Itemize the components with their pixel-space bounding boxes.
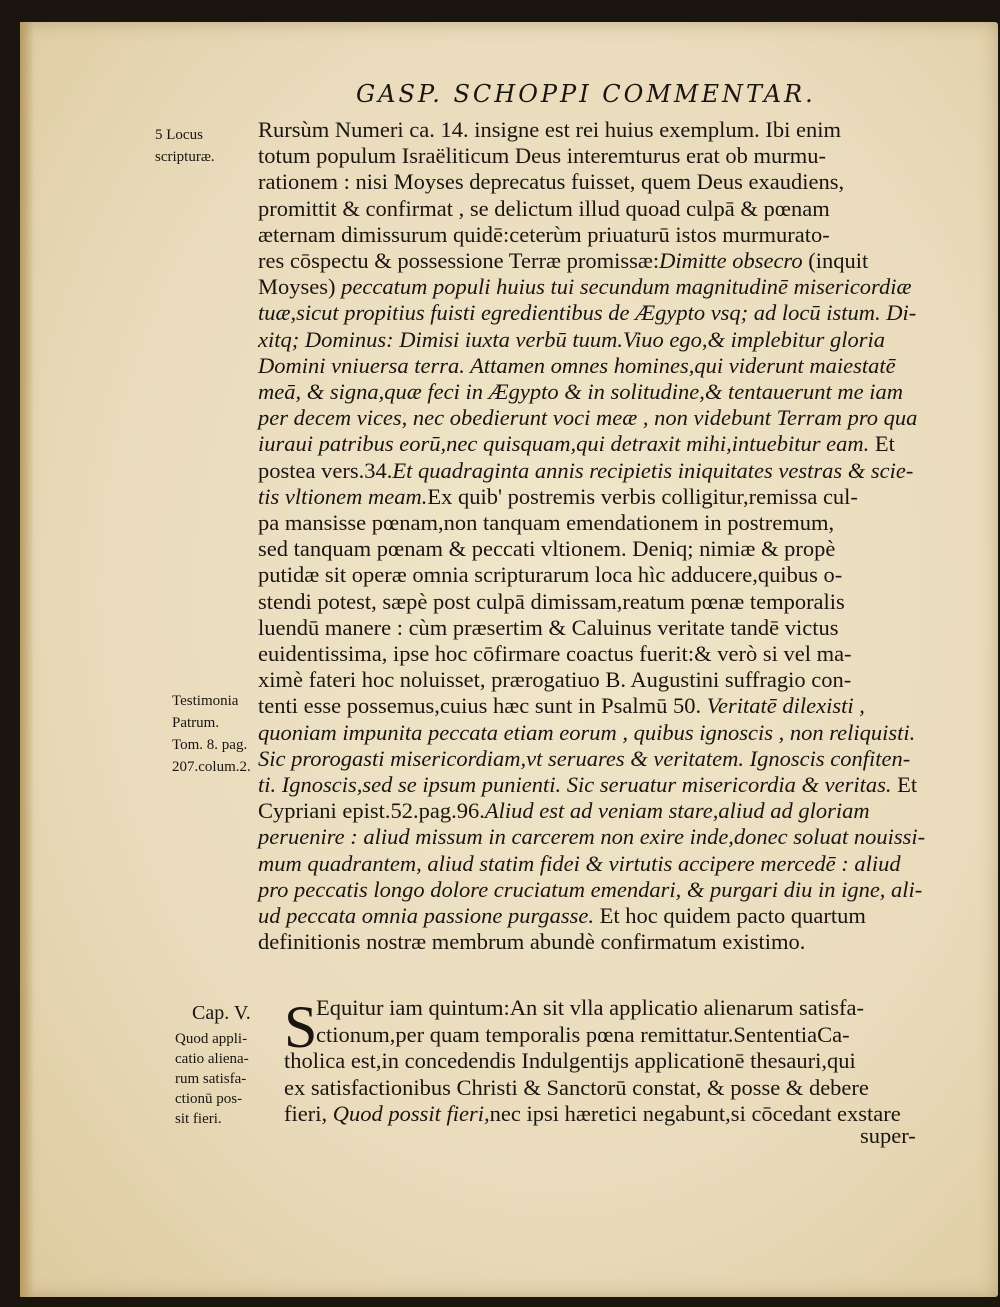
line-italic: tuæ,sicut propitius fuisti egredientibus de Ægypto vsq; ad locū istum. Di- bbox=[258, 300, 917, 326]
line-roman-start: totum populum Israëliticum Deus interemturus erat ob murmu- bbox=[258, 143, 827, 169]
text-line bbox=[258, 590, 928, 614]
line-roman-start: postea vers.34. bbox=[258, 457, 393, 483]
text-line bbox=[258, 328, 928, 352]
line-roman-start: luendū manere : cùm præsertim & Caluinus veritate tandē victus bbox=[258, 614, 839, 640]
line-roman-end: nec ipsi hæretici negabunt,si cōcedant exstare bbox=[489, 1101, 901, 1126]
line-roman-start: pa mansisse pœnam,non tanquam emendationem in postremum, bbox=[258, 510, 835, 535]
text-line bbox=[284, 1049, 928, 1073]
text-line bbox=[258, 249, 928, 273]
line-roman-start: rationem : nisi Moyses deprecatus fuisset, quem Deus exaudiens, bbox=[258, 169, 845, 195]
line-italic: Veritatē dilexisti , bbox=[701, 693, 865, 719]
line-italic: per decem vices, nec obedierunt voci meæ , non videbunt Terram pro qua bbox=[258, 405, 918, 431]
line-roman-start: Moyses) bbox=[258, 274, 336, 300]
text-line bbox=[258, 432, 928, 456]
margin-note-testimonia-1: Testimonia bbox=[172, 693, 239, 709]
line-italic: meā, & signa,quæ feci in Ægypto & in solitudine,& tentauerunt me iam bbox=[258, 379, 903, 404]
line-italic: iuraui patribus eorū,nec quisquam,qui detraxit mihi,intuebitur eam. bbox=[258, 431, 870, 457]
line-roman-start: res cōspectu & possessione Terræ promissæ: bbox=[258, 248, 660, 273]
line-roman-start: promittit & confirmat , se delictum illud quoad culpā & pœnam bbox=[258, 195, 830, 221]
line-italic: Domini vniuersa terra. Attamen omnes homines,qui viderunt maiestatē bbox=[258, 352, 896, 378]
line-italic: ud peccata omnia passione purgasse. bbox=[258, 903, 595, 928]
line-roman-end: (inquit bbox=[802, 248, 869, 273]
line-italic: quoniam impunita peccata etiam eorum , quibus ignoscis , non reliquisti. bbox=[258, 719, 916, 745]
margin-note-testimonia-4: 207.colum.2. bbox=[172, 759, 251, 775]
text-line bbox=[258, 537, 928, 561]
text-line bbox=[284, 1102, 928, 1126]
text-line bbox=[258, 747, 928, 771]
line-roman-start: æternam dimissurum quidē:ceterùm priuaturū istos murmurato- bbox=[258, 221, 830, 247]
text-line bbox=[258, 511, 928, 535]
text-line bbox=[258, 616, 928, 640]
text-line bbox=[258, 380, 928, 404]
line-roman-start: Rursùm Numeri ca. 14. insigne est rei huius exemplum. Ibi enim bbox=[258, 117, 842, 142]
drop-cap: S bbox=[284, 994, 318, 1060]
text-line bbox=[258, 852, 928, 876]
line-roman-start: tholica est,in concedendis Indulgentijs applicationē thesauri,qui bbox=[284, 1048, 856, 1073]
text-line bbox=[258, 459, 928, 483]
text-line bbox=[258, 485, 928, 509]
text-line bbox=[258, 144, 928, 168]
margin-note-testimonia-2: Patrum. bbox=[172, 715, 220, 731]
line-italic: peccatum populi huius tui secundum magnitudinē misericordiæ bbox=[335, 274, 912, 300]
text-line bbox=[258, 904, 928, 928]
line-italic: mum quadrantem, aliud statim fidei & virtutis accipere mercedē : aliud bbox=[258, 850, 901, 876]
margin-note-cap-v-6: sit fieri. bbox=[175, 1111, 222, 1127]
line-roman-end: Et bbox=[869, 431, 895, 457]
margin-note-cap-v-2: Quod appli- bbox=[175, 1031, 248, 1047]
text-line bbox=[258, 930, 928, 954]
text-line bbox=[316, 996, 928, 1020]
margin-note-testimonia-3: Tom. 8. pag. bbox=[172, 737, 248, 753]
line-roman-end: Ex quib' postremis verbis colligitur,remissa cul- bbox=[427, 483, 858, 509]
text-line bbox=[258, 642, 928, 666]
text-line bbox=[258, 694, 928, 718]
line-roman-start: sed tanquam pœnam & peccati vltionem. Deniq; nimiæ & propè bbox=[258, 536, 836, 562]
text-line bbox=[258, 799, 928, 823]
line-italic: pro peccatis longo dolore cruciatum emendari, & purgari diu in igne, ali- bbox=[258, 876, 923, 902]
text-line bbox=[258, 354, 928, 378]
line-italic: peruenire : aliud missum in carcerem non exire inde,donec soluat nouissi- bbox=[258, 824, 926, 850]
line-roman-end: Et bbox=[891, 772, 918, 797]
margin-note-locus-1: 5 Locus bbox=[155, 127, 203, 143]
line-roman-start: Equitur iam quintum:An sit vlla applicatio alienarum satisfa- bbox=[316, 995, 864, 1020]
text-line bbox=[316, 1023, 928, 1047]
line-italic: Dimitte obsecro bbox=[659, 248, 803, 273]
margin-note-cap-v: Cap. V. bbox=[192, 1002, 251, 1024]
text-line bbox=[258, 878, 928, 902]
text-line bbox=[258, 197, 928, 221]
margin-note-cap-v-3: catio aliena- bbox=[175, 1051, 249, 1067]
text-line bbox=[258, 406, 928, 430]
line-roman-start: ctionum,per quam temporalis pœna remittatur.SententiaCa- bbox=[316, 1021, 850, 1047]
line-italic: ti. Ignoscis,sed se ipsum punienti. Sic seruatur misericordia & veritas. bbox=[258, 772, 892, 797]
text-line bbox=[258, 563, 928, 587]
text-line bbox=[258, 773, 928, 797]
line-italic: Aliud est ad veniam stare,aliud ad gloriam bbox=[484, 798, 870, 824]
margin-note-locus-2: scripturæ. bbox=[155, 149, 215, 165]
line-italic: Quod possit fieri, bbox=[327, 1101, 490, 1126]
line-italic: Et quadraginta annis recipietis iniquitates vestras & scie- bbox=[392, 457, 914, 483]
line-roman-start: stendi potest, sæpè post culpā dimissam,reatum pœnæ temporalis bbox=[258, 588, 845, 614]
margin-note-cap-v-5: ctionū pos- bbox=[175, 1091, 243, 1107]
text-line bbox=[258, 170, 928, 194]
line-roman-start: putidæ sit operæ omnia scripturarum loca hìc adducere,quibus o- bbox=[258, 562, 843, 588]
catchword: super- bbox=[860, 1123, 916, 1148]
text-line bbox=[258, 275, 928, 299]
text-line bbox=[258, 301, 928, 325]
line-roman-end: Et hoc quidem pacto quartum bbox=[594, 903, 866, 928]
running-head: GASP. SCHOPPI COMMENTAR. bbox=[356, 80, 816, 108]
margin-note-cap-v-4: rum satisfa- bbox=[175, 1071, 247, 1087]
line-roman-start: ex satisfactionibus Christi & Sanctorū constat, & posse & debere bbox=[284, 1074, 869, 1100]
text-line bbox=[258, 118, 928, 142]
text-line bbox=[284, 1076, 928, 1100]
line-roman-start: tenti esse possemus,cuius hæc sunt in Psalmū 50. bbox=[258, 693, 702, 719]
text-line bbox=[258, 721, 928, 745]
line-roman-start: definitionis nostræ membrum abundè confirmatum existimo. bbox=[258, 929, 806, 955]
text-line bbox=[258, 825, 928, 849]
text-line bbox=[258, 223, 928, 247]
line-italic: tis vltionem meam. bbox=[258, 483, 428, 509]
line-roman-start: fieri, bbox=[284, 1101, 328, 1126]
line-roman-start: Cypriani epist.52.pag.96. bbox=[258, 798, 485, 824]
line-roman-start: euidentissima, ipse hoc cōfirmare coactus fuerit:& verò si vel ma- bbox=[258, 641, 852, 666]
line-italic: Sic prorogasti misericordiam,vt seruares & veritatem. Ignoscis confiten- bbox=[258, 745, 911, 771]
text-line bbox=[258, 668, 928, 692]
line-italic: xitq; Dominus: Dimisi iuxta verbū tuum.Viuo ego,& implebitur gloria bbox=[258, 326, 886, 352]
line-roman-start: ximè fateri hoc noluisset, prærogatiuo B. Augustini suffragio con- bbox=[258, 667, 852, 693]
page-edge bbox=[20, 22, 34, 1297]
